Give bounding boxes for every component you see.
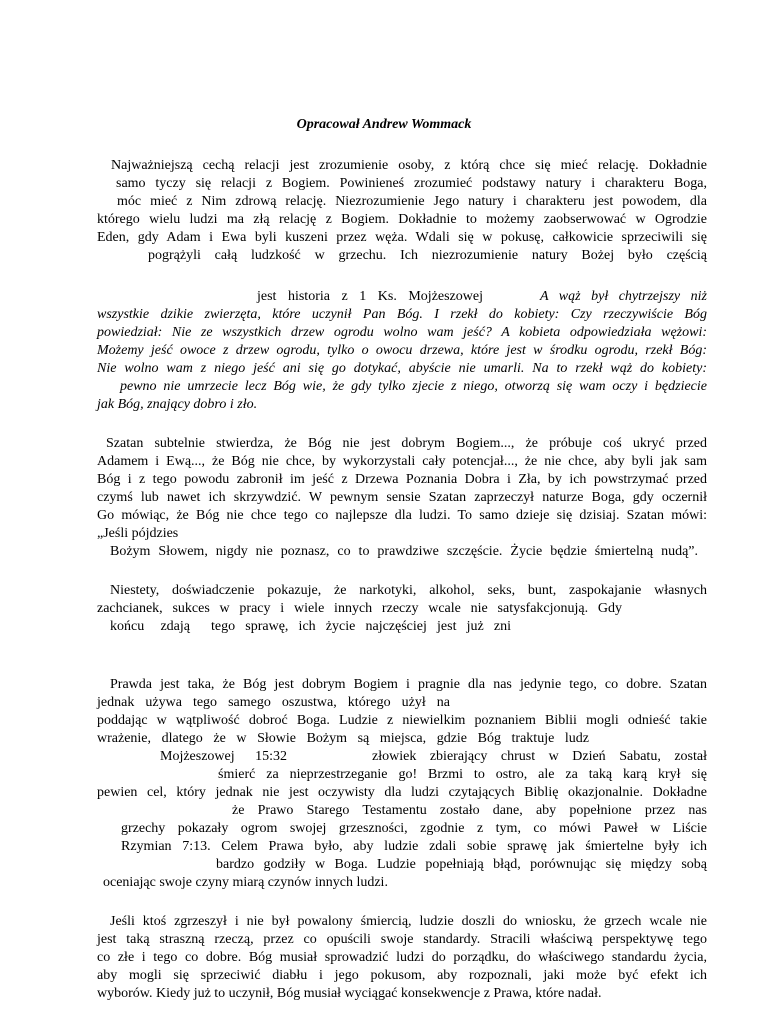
text-line: jak Bóg, znający dobro i zło. — [97, 397, 258, 412]
text-line: zachcianek, sukces w pracy i wiele innych rzeczy wcale nie satysfakcjonują. Gdy — [97, 601, 622, 616]
text-line: Możemy jeść owoce z drzew ogrodu, tylko o owocu drzewa, które jest w środku ogrodu, rzekł Bóg: — [97, 343, 707, 358]
text-line: A wąż był chytrzejszy niż — [540, 289, 707, 304]
text-line: grzechy pokazały ogrom swojej grzeszności, zgodnie z tym, co mówi Paweł w Liście — [121, 821, 707, 836]
text-line: śmierć za nieprzestrzeganie go! Brzmi to ostro, ale za taką karą krył się — [218, 767, 707, 782]
document-title: Opracował Andrew Wommack — [296, 117, 472, 132]
text-line: wszystkie dzikie zwierzęta, które uczynił Pan Bóg. I rzekł do kobiety: Czy rzeczywiście Bóg — [97, 307, 707, 322]
text-line: tego sprawę, ich życie najczęściej jest już zni — [211, 619, 511, 634]
text-line: pewno nie umrzecie lecz Bóg wie, że gdy tylko zjecie z niego, otworzą się wam oczy i będziecie — [120, 379, 707, 394]
text-line: oceniając swoje czyny miarą czynów innych ludzi. — [103, 875, 388, 890]
text-line: co złe i tego co dobre. Bóg musiał sprowadzić ludzi do porządku, do właściwego standardu życia, — [97, 950, 707, 965]
text-line: Prawda jest taka, że Bóg jest dobrym Bogiem i pragnie dla nas jedynie tego, co dobre. Szatan — [110, 677, 707, 692]
text-line: wyborów. Kiedy już to uczynił, Bóg musiał wyciągać konsekwencje z Prawa, które nadał. — [97, 986, 602, 1001]
text-line: bardzo godziły w Boga. Ludzie popełniają błąd, porównując się między sobą — [216, 857, 707, 872]
text-line: Bożym Słowem, nigdy nie poznasz, co to prawdziwe szczęście. Życie będzie śmiertelną nudą”. — [110, 544, 698, 559]
text-line: samo tyczy się relacji z Bogiem. Powinieneś zrozumieć podstawy natury i charakteru Boga, — [116, 176, 707, 191]
text-line: Mojżeszowej 15:32 — [160, 749, 287, 764]
text-line: Najważniejszą cechą relacji jest zrozumienie osoby, z którą chce się mieć relację. Dokładnie — [111, 158, 707, 173]
text-line: Szatan subtelnie stwierdza, że Bóg nie jest dobrym Bogiem..., że próbuje coś ukryć przed — [106, 436, 707, 451]
text-line: jednak używa tego samego oszustwa, którego użył na — [97, 695, 450, 710]
text-line: Niestety, doświadczenie pokazuje, że narkotyki, alkohol, seks, bunt, zaspokajanie własnych — [110, 583, 707, 598]
text-line: wrażenie, dlatego że w Słowie Bożym są miejsca, gdzie Bóg traktuje ludz — [97, 731, 589, 746]
text-line: czymś lub nawet ich skrzywdzić. W pewnym sensie Szatan zaprzeczył naturze Boga, gdy oczernił — [97, 490, 707, 505]
text-line: Adamem i Ewą..., że Bóg nie chce, by wykorzystali cały potencjał..., że nie chce, aby byli jak sam — [97, 454, 707, 469]
text-line: jest taką straszną rzeczą, przez co opuścili swoje standardy. Stracili właściwą perspektywę tego — [97, 932, 707, 947]
text-line: aby mogli się sprzeciwić diabłu i jego pokusom, aby rozpoznali, jaki może być efekt ich — [97, 968, 707, 983]
text-line: móc mieć z Nim zdrową relację. Niezrozumienie Jego natury i charakteru jest powodem, dla — [117, 194, 707, 209]
text-line: powiedział: Nie ze wszystkich drzew ogrodu wolno wam jeść? A kobieta odpowiedziała wężowi: — [97, 325, 707, 340]
text-line: poddając w wątpliwość dobroć Boga. Ludzie z niewielkim poznaniem Biblii mogli odnieść takie — [97, 713, 707, 728]
text-line: Bóg i z tego powodu zabronił im jeść z Drzewa Poznania Dobra i Zła, by ich powstrzymać przed — [97, 472, 707, 487]
text-line: pogrążyli całą ludzkość w grzechu. Ich niezrozumienie natury Bożej było częścią — [148, 248, 707, 263]
text-line: jest historia z 1 Ks. Mojżeszowej — [257, 289, 483, 304]
text-line: końcu zdają — [110, 619, 190, 634]
text-line: złowiek zbierający chrust w Dzień Sabatu, został — [372, 749, 707, 764]
text-line: że Prawo Starego Testamentu zostało dane, aby popełnione przez nas — [232, 803, 707, 818]
text-line: Rzymian 7:13. Celem Prawa było, aby ludzie zdali sobie sprawę jak śmiertelne były ich — [121, 839, 707, 854]
text-line: Eden, gdy Adam i Ewa byli kuszeni przez węża. Wdali się w pokusę, całkowicie sprzeciwili się — [97, 230, 707, 245]
text-line: którego wielu ludzi ma złą relację z Bogiem. Dokładnie to możemy zaobserwować w Ogrodzie — [97, 212, 707, 227]
text-line: „Jeśli pójdzies — [97, 526, 179, 541]
text-line: Jeśli ktoś zgrzeszył i nie był powalony śmiercią, ludzie doszli do wniosku, że grzech wcale nie — [110, 914, 707, 929]
text-line: pewien cel, który jednak nie jest oczywisty dla ludzi czytających Biblię okazjonalnie. Dokładne — [97, 785, 707, 800]
text-line: Nie wolno wam z niego jeść ani się go dotykać, abyście nie umarli. Na to rzekł wąż do kobiety: — [97, 361, 707, 376]
text-line: Go mówiąc, że Bóg nie chce tego co najlepsze dla ludzi. To samo dzieje się dzisiaj. Szatan mówi: — [97, 508, 707, 523]
